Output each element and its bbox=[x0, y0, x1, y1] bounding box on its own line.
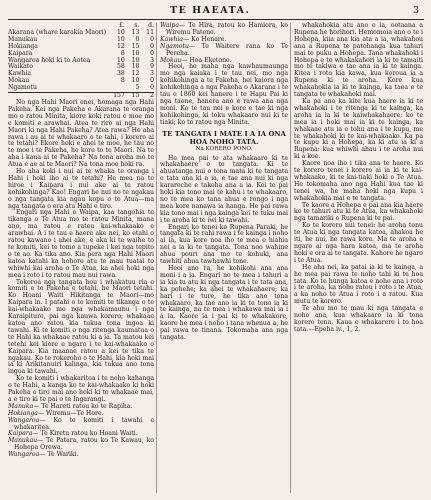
paragraph: Te kaore a Hohepa e pai ana kia haere ko te tahuri atu ki te Atua, ka whakahoki nga tamariki o Rupena ki te pai. bbox=[294, 201, 423, 223]
shillings-cell: 13 bbox=[131, 28, 140, 36]
left-column bbox=[8, 23, 154, 459]
shillings-cell: 18 bbox=[131, 63, 140, 71]
minister-names: — Hoa Eketone. bbox=[181, 56, 232, 64]
paragraph: He aha nei, ka patai ia ki te kainga, a he mea pai rawa te noho tahi ki te hoa tata. Ko te hunga katoa e noho ana i roto i te aroha, ka noho ratou i roto i te Atua, a ka noho te Atua i roto i a ratou. Kua mutu te korero. bbox=[294, 263, 423, 306]
station-name: Ngamotu bbox=[160, 42, 189, 50]
pounds-cell: 38 bbox=[116, 70, 125, 78]
pence-cell: 3 bbox=[150, 70, 154, 78]
pounds-cell: 58 bbox=[116, 63, 125, 71]
assignment-list-a bbox=[8, 404, 154, 432]
page-header bbox=[0, 4, 431, 18]
right-article-body bbox=[294, 23, 423, 334]
place-name: Ngamotu bbox=[8, 84, 37, 92]
paragraph: Ho aha koki i nui ai te whaka te oranga i Hahi i hoki iho ai te tetahi? He mea na te hiroe i Kaipara i nui ake ai te ratou kohikohinga? Kao! Engari he nui no te ngakau o nga tangata kia ngau kopu o te Atua—ma nga tangata o era atu Hahi e tiro. bbox=[8, 168, 154, 210]
section-author: Na KORERO PONO. bbox=[195, 145, 253, 152]
pence-cell: 0 bbox=[150, 49, 154, 57]
place-name: Manukau bbox=[8, 35, 38, 43]
minister-names: — Ko te komiti i tawahi e whakaritea. bbox=[14, 416, 154, 431]
paragraph: Ko te korero nui tenei: he aroha tonu te Atua ki nga tangata katoa, ahakoa he iti, he nui, he rawa kore. Ma te aroha e ngaro ai nga hara katoa, ma te aroha hoki e ora ai te tangata. Kahore he ngaro i te Atua. bbox=[294, 222, 423, 264]
shillings-cell: 10 bbox=[131, 77, 140, 85]
shillings-cell: 0 bbox=[135, 35, 140, 43]
place-name: Waikato bbox=[8, 63, 33, 71]
station-name: Hokianga bbox=[8, 409, 38, 417]
place-name: Akarana (whare karakia Maori) bbox=[8, 28, 106, 36]
station-name: Kaipara bbox=[8, 430, 33, 438]
assignment-entry bbox=[8, 438, 154, 452]
minister-names: — Te Hira, ratou ko Hamiora, ko Wiremu Patene. bbox=[166, 22, 288, 36]
pence-cell: 0 bbox=[150, 35, 154, 43]
pounds-cell: 8 bbox=[120, 77, 125, 85]
pounds-cell: 10 bbox=[116, 35, 125, 43]
assignment-list-b bbox=[8, 431, 154, 459]
pounds-cell: 10 bbox=[116, 28, 125, 36]
pounds-header: £. bbox=[118, 22, 125, 29]
shillings-cell: 12 bbox=[131, 70, 140, 78]
page-number: 3 bbox=[412, 5, 419, 16]
shillings-cell: 5 bbox=[135, 84, 140, 92]
section-heading: TE TANGATA I MATE I A IA ONA HOA NOHO TATA. bbox=[162, 129, 286, 146]
assignment-entry bbox=[160, 44, 288, 58]
paragraph: Ka pa ano ka kite kua haere ia ki te whakahoki i te ritenga ki te kainga, ka aroha ia ia ki te kaiwhakahaere; ko te mea ia i hoki mai ia ki te kainga, ka whakaae atu ia e tohu ana i te kupu, me te whakahoki ki te kai-whakaako. Ka pa te kupu ki a Hohepa, ka ki atu ia ki a Rupena: kua whiwhi ahau i te aroha nui ki a koe. bbox=[294, 97, 423, 161]
shillings-header: s. bbox=[134, 22, 140, 29]
place-name: Kawhia bbox=[8, 70, 32, 78]
station-name: Mokau bbox=[160, 56, 182, 64]
pence-cell: 0 bbox=[150, 84, 154, 92]
paragraph: Heoi ano ra, he kohikohi ana ana moni i a ia. Engari no te mea i tahuri a ia kia tu atu ki nga tangata i te tata ana, ka pohehe; ka ahei te whakahaere; ka hari i te ture, he tika ano tona whakaaro, ka tae ano ia ki te tono ia ki te kainga, na te mea i whakawa mai ia i a ia. Kaore ia i pai ki te whakakore, kaore he mea i noho i tana whenua a, he pai rawa te tinana. Tokomaha ana nga tangata. bbox=[160, 265, 288, 342]
paragraph: Te ahu mo te mau ki nga tangata e noho ana, kua whakaaro ia ki tona korero tena. Kaua e whakarere i to hoa tata.—Epeha iv., 1, 2. bbox=[294, 305, 423, 333]
minister-names: — Te Kiretu ratou ko Hoani Waiti. bbox=[32, 430, 138, 438]
pounds-cell: 10 bbox=[116, 56, 125, 64]
minister-names: — Te Patara, ratou ko Te Kawau, ko Hohepa Orewa. bbox=[14, 437, 154, 452]
assignment-entry bbox=[8, 452, 154, 459]
paragraph: Engari ko tenei ko Rupena Paraki, he tangata ki te rahi rawa i te kainga i noho ai ia, kua kore noa iho te mea e hiahia nei a ia ki te tangata. Tona noo wahine ahua pouri ana mo te kohuki, ana tawhiti ahua tawhawhi tone. bbox=[160, 223, 288, 266]
pounds-cell: 8 bbox=[120, 49, 125, 57]
total-pence: 2 bbox=[139, 93, 154, 100]
station-name: Kawhia bbox=[160, 35, 184, 43]
assignment-entry bbox=[8, 418, 154, 432]
right-column bbox=[294, 23, 423, 334]
total-pounds: 157 bbox=[110, 93, 125, 100]
pence-cell: 11 bbox=[146, 28, 154, 36]
assignment-list-c bbox=[160, 23, 288, 64]
station-name: Manukau bbox=[8, 437, 38, 445]
pounds-cell: 12 bbox=[116, 42, 125, 50]
pence-cell: 9 bbox=[150, 63, 154, 71]
shillings-cell: 10 bbox=[131, 49, 140, 57]
station-name: Wangaroa bbox=[8, 451, 40, 459]
minister-names: — Te Wariki. bbox=[39, 451, 79, 459]
pence-header: d. bbox=[148, 22, 154, 29]
place-name: Mokau bbox=[8, 77, 30, 85]
running-title: TE HAEATA. bbox=[170, 5, 251, 16]
pence-cell: 0 bbox=[150, 42, 154, 50]
place-name: Hokianga bbox=[8, 42, 38, 50]
column-divider-left bbox=[156, 23, 157, 493]
total-shillings: 15 bbox=[125, 93, 140, 100]
minister-names: — Wiremu—Te Hore. bbox=[37, 409, 104, 417]
paragraph: Tokoroa nga tangata hou i whakatuu ria e komiti e te Pakeha e tetahi, he Maori tetahi. Ko Hoani Waiti Hikitanga te Maori—mo Kaipara in. I patahi o te komiti te tikanga o te kai-whakaako mo nga whakamaunu i nga Karaipiture, pai nga kauwa korero; whakaae katoa ano ratou kia tukua tona ingoa ki tawahi. Ki te komiti o nga ritenga kaumatua o te Hahi ka whakaae ratou ki a ia. Ta matou kei tetehi kei kiore e ngaro i te kai-whakaako o Kaipara. Kia maanae ratou a kei te tika te ngakau. Ko te rokeroho o te Hahi, kia hoki mai ia ki Arikitanuiri kalinga, kia tukua ano tona ingoa ki tawahi. bbox=[8, 278, 154, 376]
paragraph: Ko te komiti i whakaritea i te noho kahanga o te Hahi, a kanga ko te kai-whakaako ki hoki Pakeha e tiro mai ano hoki ki te whakaae mai, a e tiro ki te pai o te Ingarangi. bbox=[8, 375, 154, 403]
paragraph: He mea pai te ata whakaaro ki te whakahaere o te tangata. Ki te ahuatanga nui o tona mata ki te tangata e tata ana ki a ia, e tae ana nui ki nga karareche e takoha ana a ia. Kei te pai hoki kia tono mai te kahu i te whakaaro, no te mea ko tana ahua e rongo i nga mea kore nanawa ia hanga. He pai rawa kia tono mai i nga kainga kei te tuku mai i te aroha ki te iwi ki tawahi. bbox=[160, 154, 288, 224]
column-divider-right bbox=[290, 23, 291, 493]
minister-names: — Te Waitere rana ko Te Pereha. bbox=[166, 42, 288, 57]
paragraph: whakahokia atu ano e ia, ootaana a Rupena he horihori. Hemomoia ano o te i Hohepa, kiia ana kia ata a ia, whakahou ana a Rupena te patohanga kua tahuri mai te puku a Hohepa. Tana whakahoki i Hohepa e te whakakahori ia ki te tamaiti mo te takiwa e tae ana ia ki te kainga. Kitea i roto kia kawa, kua koroua ia a Rupena ki te aroha. Kore kua whakahokia ia ki te kainga, ka taea e te tangata te whakahoki mai. bbox=[294, 22, 423, 99]
paragraph: No nga Hahi Maori enei, homaga nga Hahi Pakeha. Kei nga Pakeha e Akarana te oranga mo o ratou Minita, kiore koki ratou e moe mo e komiti e arawhai. Atea te riro ai nga Hahi Maori ki nga Hahi Pakeha? Atea rawa? He aha rawa i au ai te whakaaro o te tahi, i korero ai te tetahi? Ekore hoki e ahei te moe, he tau no te moe i te Pakeha, he kore to te Maori. Na te aha i kaua ai te Pakeha? Na tona aroha mo te Atua e ae ai te Maori? Na tona moe hoki ra. bbox=[8, 98, 154, 169]
station-name: Wangaroa bbox=[8, 416, 40, 424]
middle-article-body bbox=[160, 156, 288, 342]
minister-names: — Ko Henare. bbox=[183, 35, 227, 43]
station-name: Manuka bbox=[8, 402, 34, 410]
contributions-table bbox=[8, 23, 154, 100]
place-name: Kaipara bbox=[8, 49, 33, 57]
assignment-entry bbox=[160, 23, 288, 37]
middle-column bbox=[160, 23, 288, 342]
station-name: Waipa bbox=[160, 22, 179, 29]
shillings-cell: 15 bbox=[131, 42, 140, 50]
place-name: Wangaroa hoki ki to Aotea bbox=[8, 56, 91, 64]
pence-cell: 3 bbox=[150, 56, 154, 64]
paragraph: Engari nga Hahi o Waipa, kaa tangohia te tikanga o Te Atua mo te ratou Minita, mana ano, ma ratou e rateu kai-whakaako e arawhai. A i te tau e haere ake nei, ko etahi o ratou kawano i ahei ake, e aka ki te waihe to te komiti, kei te tomo a tupeke i kei nga tepito o te ao. Ka tika ano. Kia pera nga Hahi Maori katoa katahi ka hohoro atu te mau tuatai to whiwhi kai aroha o Te Atua, ka ahei hoki nga mea i roto i to ratou mau nui rawa. bbox=[8, 209, 154, 279]
minister-names: — Te Hareti ratou ko te Rapiha. bbox=[33, 402, 133, 410]
paragraph: Kaore noa iho i tika ana te haere. Ko te korero tenei i korero ai ia ki te kai-whakaako, ki te kai-tiaki hoki o Te Atua. He tokomaha ano nga Hahi kua tae ki tenei wa, he maha hoki nga kupu i whakahokia mai e te tangata. bbox=[294, 160, 423, 202]
left-article-body bbox=[8, 100, 154, 404]
middle-intro-paragraph: Heoi, he maha nga kawhaumaunga mo nga kaiaka i te tau nei, mo nga kohikohinga a te Pakeha, hei kaiora nga kohikohinga a nga Pakeha o Akarana i te tau e 1860 kei hanere i te Hapu Pai ki nga taone, hanera ano e rawa ana nga moni. Ko te tau nei e kore e tae ki nga kohikohinga, ki toku whakaaro nui ki te tiaki; ko to ratou nga Minita. bbox=[160, 63, 288, 126]
shillings-cell: 10 bbox=[131, 56, 140, 64]
header-rule bbox=[8, 19, 424, 20]
pence-cell: 0 bbox=[150, 77, 154, 85]
